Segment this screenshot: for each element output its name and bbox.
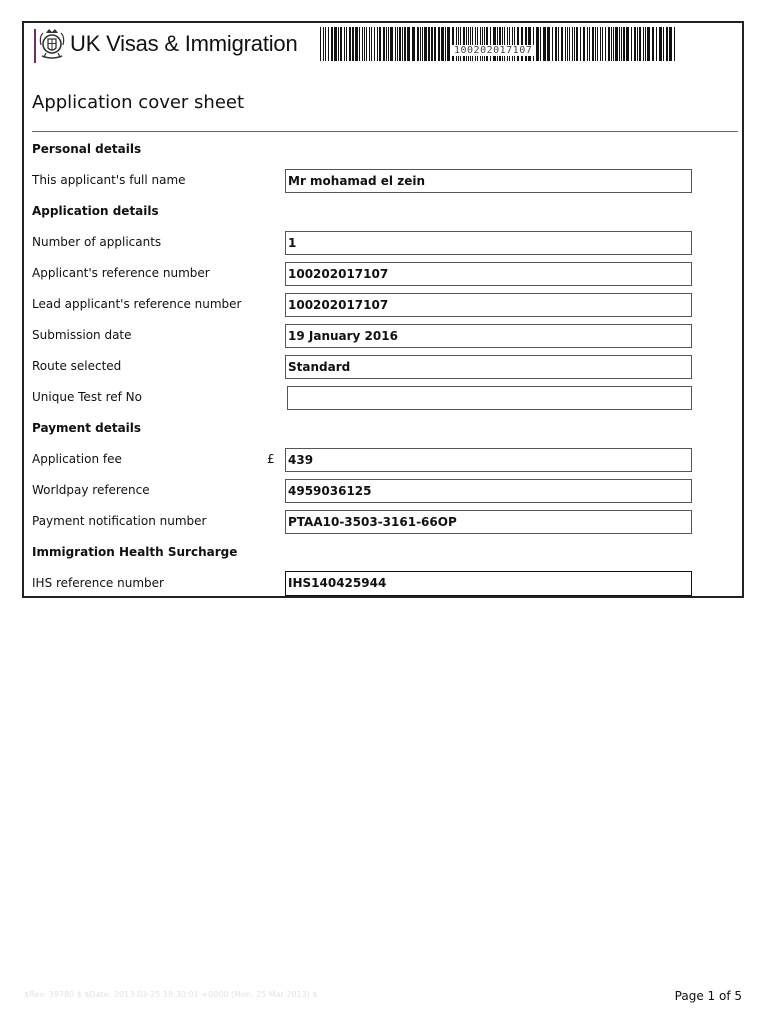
submission-date-label: Submission date [32,328,132,342]
applicant-ref-field[interactable]: 100202017107 [285,262,692,286]
currency-symbol: £ [267,452,275,466]
royal-crest-icon [39,27,65,63]
test-ref-field[interactable] [287,386,692,410]
fee-label: Application fee [32,452,122,466]
fee-field[interactable]: 439 [285,448,692,472]
barcode [318,25,680,63]
section-application-details: Application details [32,204,159,218]
route-label: Route selected [32,359,122,373]
full-name-field[interactable]: Mr mohamad el zein [285,169,692,193]
barcode-number: 100202017107 [454,45,533,56]
section-personal-details: Personal details [32,142,142,156]
brand-accent-bar [34,29,36,63]
route-field[interactable]: Standard [285,355,692,379]
worldpay-field[interactable]: 4959036125 [285,479,692,503]
submission-date-field[interactable]: 19 January 2016 [285,324,692,348]
title-divider [32,131,738,132]
cover-sheet-frame [22,21,744,598]
payment-notification-field[interactable]: PTAA10-3503-3161-66OP [285,510,692,534]
section-ihs: Immigration Health Surcharge [32,545,238,559]
applicant-ref-label: Applicant's reference number [32,266,210,280]
brand-name: UK Visas & Immigration [70,31,298,56]
num-applicants-label: Number of applicants [32,235,162,249]
test-ref-label: Unique Test ref No [32,390,142,404]
header [24,23,742,83]
page-title: Application cover sheet [32,92,245,113]
full-name-label: This applicant's full name [32,173,186,187]
lead-ref-label: Lead applicant's reference number [32,297,242,311]
num-applicants-field[interactable]: 1 [285,231,692,255]
payment-notification-label: Payment notification number [32,514,207,528]
section-payment-details: Payment details [32,421,142,435]
worldpay-label: Worldpay reference [32,483,150,497]
page-number: Page 1 of 5 [674,989,742,1003]
ihs-ref-field[interactable]: IHS140425944 [285,571,692,596]
lead-ref-field[interactable]: 100202017107 [285,293,692,317]
ihs-ref-label: IHS reference number [32,576,164,590]
revision-meta: $Rev: 39780 $ $Date: 2013-03-25 18:30:01 +0000 (Mon, 25 Mar 2013) $ [24,990,318,999]
